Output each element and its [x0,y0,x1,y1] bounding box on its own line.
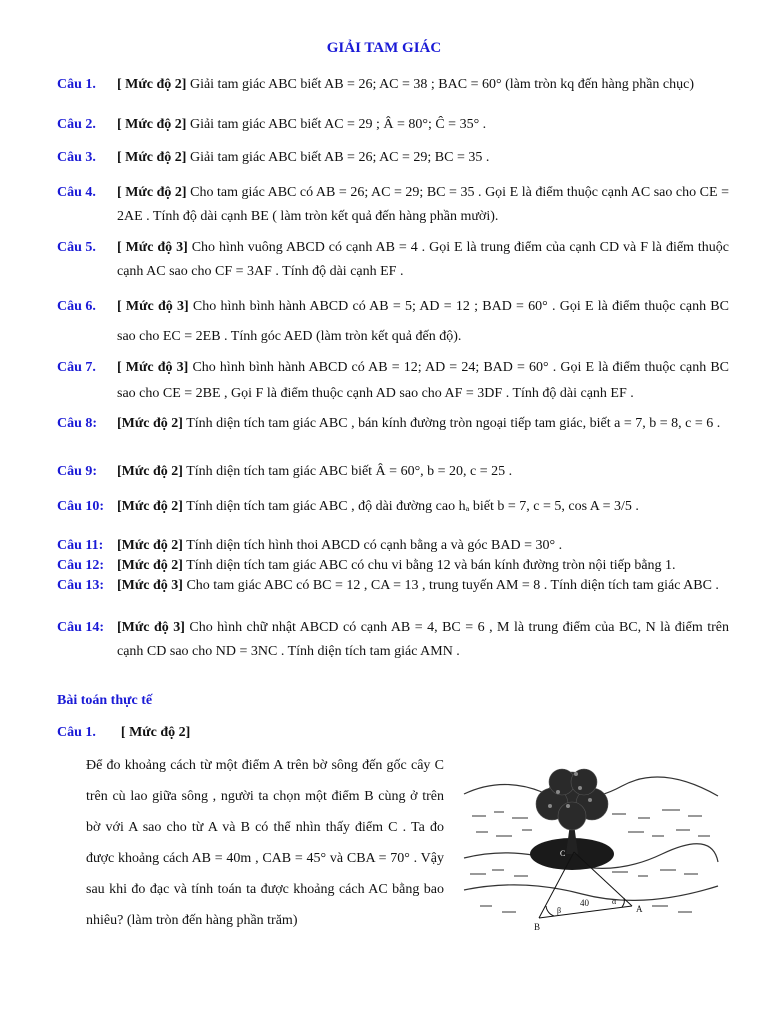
question-1 [57,73,729,97]
question-7 [57,355,729,407]
question-level: [Mức độ 2] [117,558,183,573]
question-13 [57,576,729,595]
label-a: A [636,904,643,914]
question-level: [ Mức độ 2] [117,77,187,92]
question-text: Cho hình bình hành ABCD có AB = 5; AD = 12 ; BAD = 60° . Gọi E là điểm thuộc cạnh BC sao cho EC = 2EB . Tính góc AED (làm tròn kết quả đến độ). [117,299,729,344]
question-text: Tính diện tích tam giác ABC , bán kính đường tròn ngoại tiếp tam giác, biết a = 7, b = 8, c = 6 . [186,416,721,431]
practical-question-header [57,725,190,741]
question-level: [ Mức độ 3] [117,360,189,375]
question-text: Tính diện tích hình thoi ABCD có cạnh bằng a và góc BAD = 30° . [186,538,563,553]
question-label: Câu 11: [57,538,104,553]
question-14 [57,616,729,664]
question-label: Câu 1. [57,725,96,740]
question-level: [Mức độ 3] [117,578,183,593]
question-text: Cho hình chữ nhật ABCD có cạnh AB = 4, BC = 6 , M là trung điểm của BC, N là điểm trên cạnh CD sao cho ND = 3NC . Tính diện tích tam giác AMN . [117,620,729,659]
question-2 [57,113,729,137]
question-text: Giải tam giác ABC biết AB = 26; AC = 29; BC = 35 . [189,150,490,165]
question-11 [57,536,729,555]
question-label: Câu 12: [57,558,105,573]
question-label: Câu 3. [57,150,96,165]
question-text: Cho tam giác ABC có BC = 12 , CA = 13 , trung tuyến AM = 8 . Tính diện tích tam giác ABC . [186,578,719,593]
question-text: Cho hình vuông ABCD có cạnh AB = 4 . Gọi E là trung điểm của cạnh CD và F là điểm thuộc cạnh AC sao cho CF = 3AF . Tính độ dài cạnh EF . [117,240,729,279]
question-level: [ Mức độ 2] [117,117,187,132]
question-text: Tính diện tích tam giác ABC , độ dài đường cao hₐ biết b = 7, c = 5, cos A = 3/5 . [186,499,639,514]
tree-crown [536,769,608,830]
page-title: GIẢI TAM GIÁC [326,40,442,56]
question-text: Cho tam giác ABC có AB = 26; AC = 29; BC = 35 . Gọi E là điểm thuộc cạnh AC sao cho CE = 2AE . Tính độ dài cạnh BE ( làm tròn kết quả đến hàng phần mười). [117,185,729,224]
question-level: [ Mức độ 2] [117,150,187,165]
question-text: Cho hình bình hành ABCD có AB = 12; AD = 24; BAD = 60° . Gọi E là điểm thuộc cạnh BC sao cho CE = 2BE , Gọi F là điểm thuộc cạnh AD sao cho AF = 3DF . Tính độ dài cạnh EF . [117,360,730,401]
question-3 [57,146,729,170]
question-level: [ Mức độ 2] [120,725,191,740]
section-title: Bài toán thực tế [57,693,153,708]
practical-question-text: Để đo khoảng cách từ một điểm A trên bờ sông đến gốc cây C trên cù lao giữa sông , người ta chọn một điểm B cùng ở trên bờ với A sao cho từ A và B có thể nhìn thấy điểm C . Ta đo được khoảng cách AB = 40m , CAB = 45° và CBA = 70° . Vậy sau khi đo đạc và tính toán ta được khoảng cách AC bằng bao nhiêu? (làm tròn đến hàng phần trăm) [86,758,444,928]
question-level: [Mức độ 3] [117,620,185,635]
label-c: C [560,849,566,858]
question-9 [57,460,729,484]
label-b: B [534,922,541,932]
question-level: [ Mức độ 3] [117,240,188,255]
question-level: [Mức độ 2] [117,499,183,514]
question-label: Câu 14: [57,620,105,635]
question-label: Câu 2. [57,117,96,132]
label-beta: β [557,906,562,915]
question-text: Tính diện tích tam giác ABC biết Â = 60°, b = 20, c = 25 . [186,464,513,479]
question-text: Tính diện tích tam giác ABC có chu vi bằng 12 và bán kính đường tròn nội tiếp bằng 1. [186,558,676,573]
question-level: [Mức độ 2] [117,416,183,431]
question-label: Câu 1. [57,77,96,92]
question-label: Câu 10: [57,499,105,514]
question-label: Câu 8: [57,416,98,431]
question-level: [ Mức độ 3] [117,299,189,314]
question-text: Giải tam giác ABC biết AC = 29 ; Â = 80°; Ĉ = 35° . [189,117,487,132]
question-label: Câu 9: [57,464,98,479]
question-label: Câu 6. [57,299,96,314]
question-label: Câu 5. [57,240,96,255]
question-text: Giải tam giác ABC biết AB = 26; AC = 38 ; BAC = 60° (làm tròn kq đến hàng phần chục) [189,77,695,92]
river-tree-figure [462,766,720,936]
question-6 [57,292,729,352]
question-label: Câu 4. [57,185,96,200]
label-alpha: α [612,897,617,906]
question-4 [57,181,729,229]
question-level: [Mức độ 2] [117,538,183,553]
question-12 [57,556,729,575]
question-8 [57,413,729,434]
question-10 [57,495,729,519]
label-40: 40 [580,898,589,908]
question-label: Câu 13: [57,578,105,593]
question-5 [57,236,729,284]
question-level: [Mức độ 2] [117,464,183,479]
question-level: [ Mức độ 2] [117,185,187,200]
question-label: Câu 7. [57,360,96,375]
